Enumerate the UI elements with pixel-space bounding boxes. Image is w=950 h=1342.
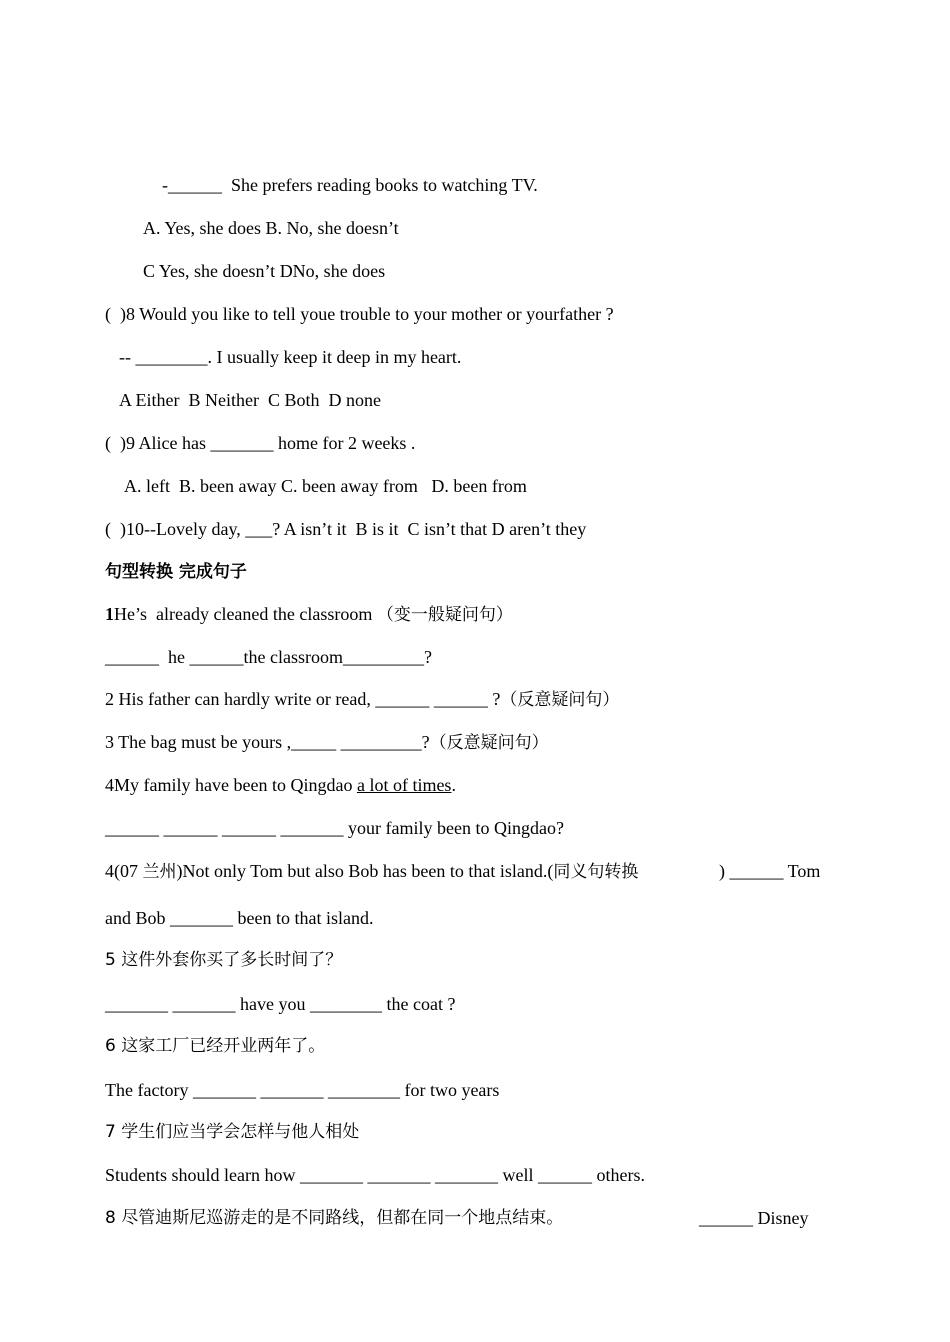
- s4-suffix: .: [451, 775, 456, 795]
- section-heading: 句型转换 完成句子: [105, 562, 247, 582]
- s6-answer: The factory _______ _______ ________ for two years: [105, 1080, 500, 1100]
- s4b-continuation: and Bob _______ been to that island.: [105, 908, 374, 928]
- s8-tail: ______ Disney: [699, 1208, 809, 1228]
- q9-options: A. left B. been away C. been away from D. been from: [124, 476, 527, 496]
- s2-sentence: 2 His father can hardly write or read, ______ ______ ?: [105, 689, 501, 709]
- q8-options: A Either B Neither C Both D none: [119, 390, 381, 410]
- s6-prompt: 6 这家工厂已经开业两年了。: [105, 1036, 326, 1056]
- s1-sentence: He’s already cleaned the classroom: [114, 604, 377, 624]
- s8-prompt: 8 尽管迪斯尼巡游走的是不同路线，但都在同一个地点结束。: [105, 1208, 564, 1228]
- s2-hint: （反意疑问句）: [500, 690, 620, 710]
- s4b-hint: 同义句转换: [553, 862, 639, 882]
- s1-hint: （变一般疑问句）: [376, 605, 513, 625]
- q7-answer-line: -______ She prefers reading books to watching TV.: [162, 175, 538, 195]
- s4b-tail: ) ______ Tom: [719, 861, 821, 881]
- q8-answer-line: -- ________. I usually keep it deep in my heart.: [119, 347, 462, 367]
- s4-line: [105, 774, 456, 796]
- s4-underlined-phrase: a lot of times: [356, 775, 452, 795]
- q8-question: ( )8 Would you like to tell youe trouble to your mother or yourfather ?: [105, 304, 614, 324]
- q7-options-cd: C Yes, she doesn’t DNo, she does: [143, 261, 386, 281]
- s1-number: 1: [105, 604, 114, 624]
- s4b-line: [105, 860, 638, 883]
- s3-hint: （反意疑问句）: [429, 733, 549, 753]
- q9-question: ( )9 Alice has _______ home for 2 weeks .: [105, 433, 416, 453]
- s3-sentence: 3 The bag must be yours ,_____ _________?: [105, 732, 430, 752]
- s4b-prefix: 4(07: [105, 861, 143, 881]
- q10-question: ( )10--Lovely day, ___? A isn’t it B is it C isn’t that D aren’t they: [105, 519, 587, 539]
- s5-prompt: 5 这件外套你买了多长时间了？: [105, 950, 343, 970]
- s7-prompt: 7 学生们应当学会怎样与他人相处: [105, 1122, 360, 1142]
- q7-options-ab: A. Yes, she does B. No, she doesn’t: [143, 218, 399, 238]
- s4b-city: 兰州: [142, 862, 177, 882]
- s1-sentence-line: [105, 603, 513, 626]
- s7-answer: Students should learn how _______ _______ _______ well ______ others.: [105, 1165, 645, 1185]
- s2-line: [105, 688, 619, 711]
- s1-answer: ______ he ______the classroom_________?: [105, 647, 432, 667]
- s4b-sentence: )Not only Tom but also Bob has been to that island.(: [176, 861, 554, 881]
- s4-answer: ______ ______ ______ _______ your family been to Qingdao?: [105, 818, 564, 838]
- s3-line: [105, 731, 549, 754]
- s5-answer: _______ _______ have you ________ the coat ?: [105, 994, 456, 1014]
- s4-prefix: 4My family have been to Qingdao: [105, 775, 357, 795]
